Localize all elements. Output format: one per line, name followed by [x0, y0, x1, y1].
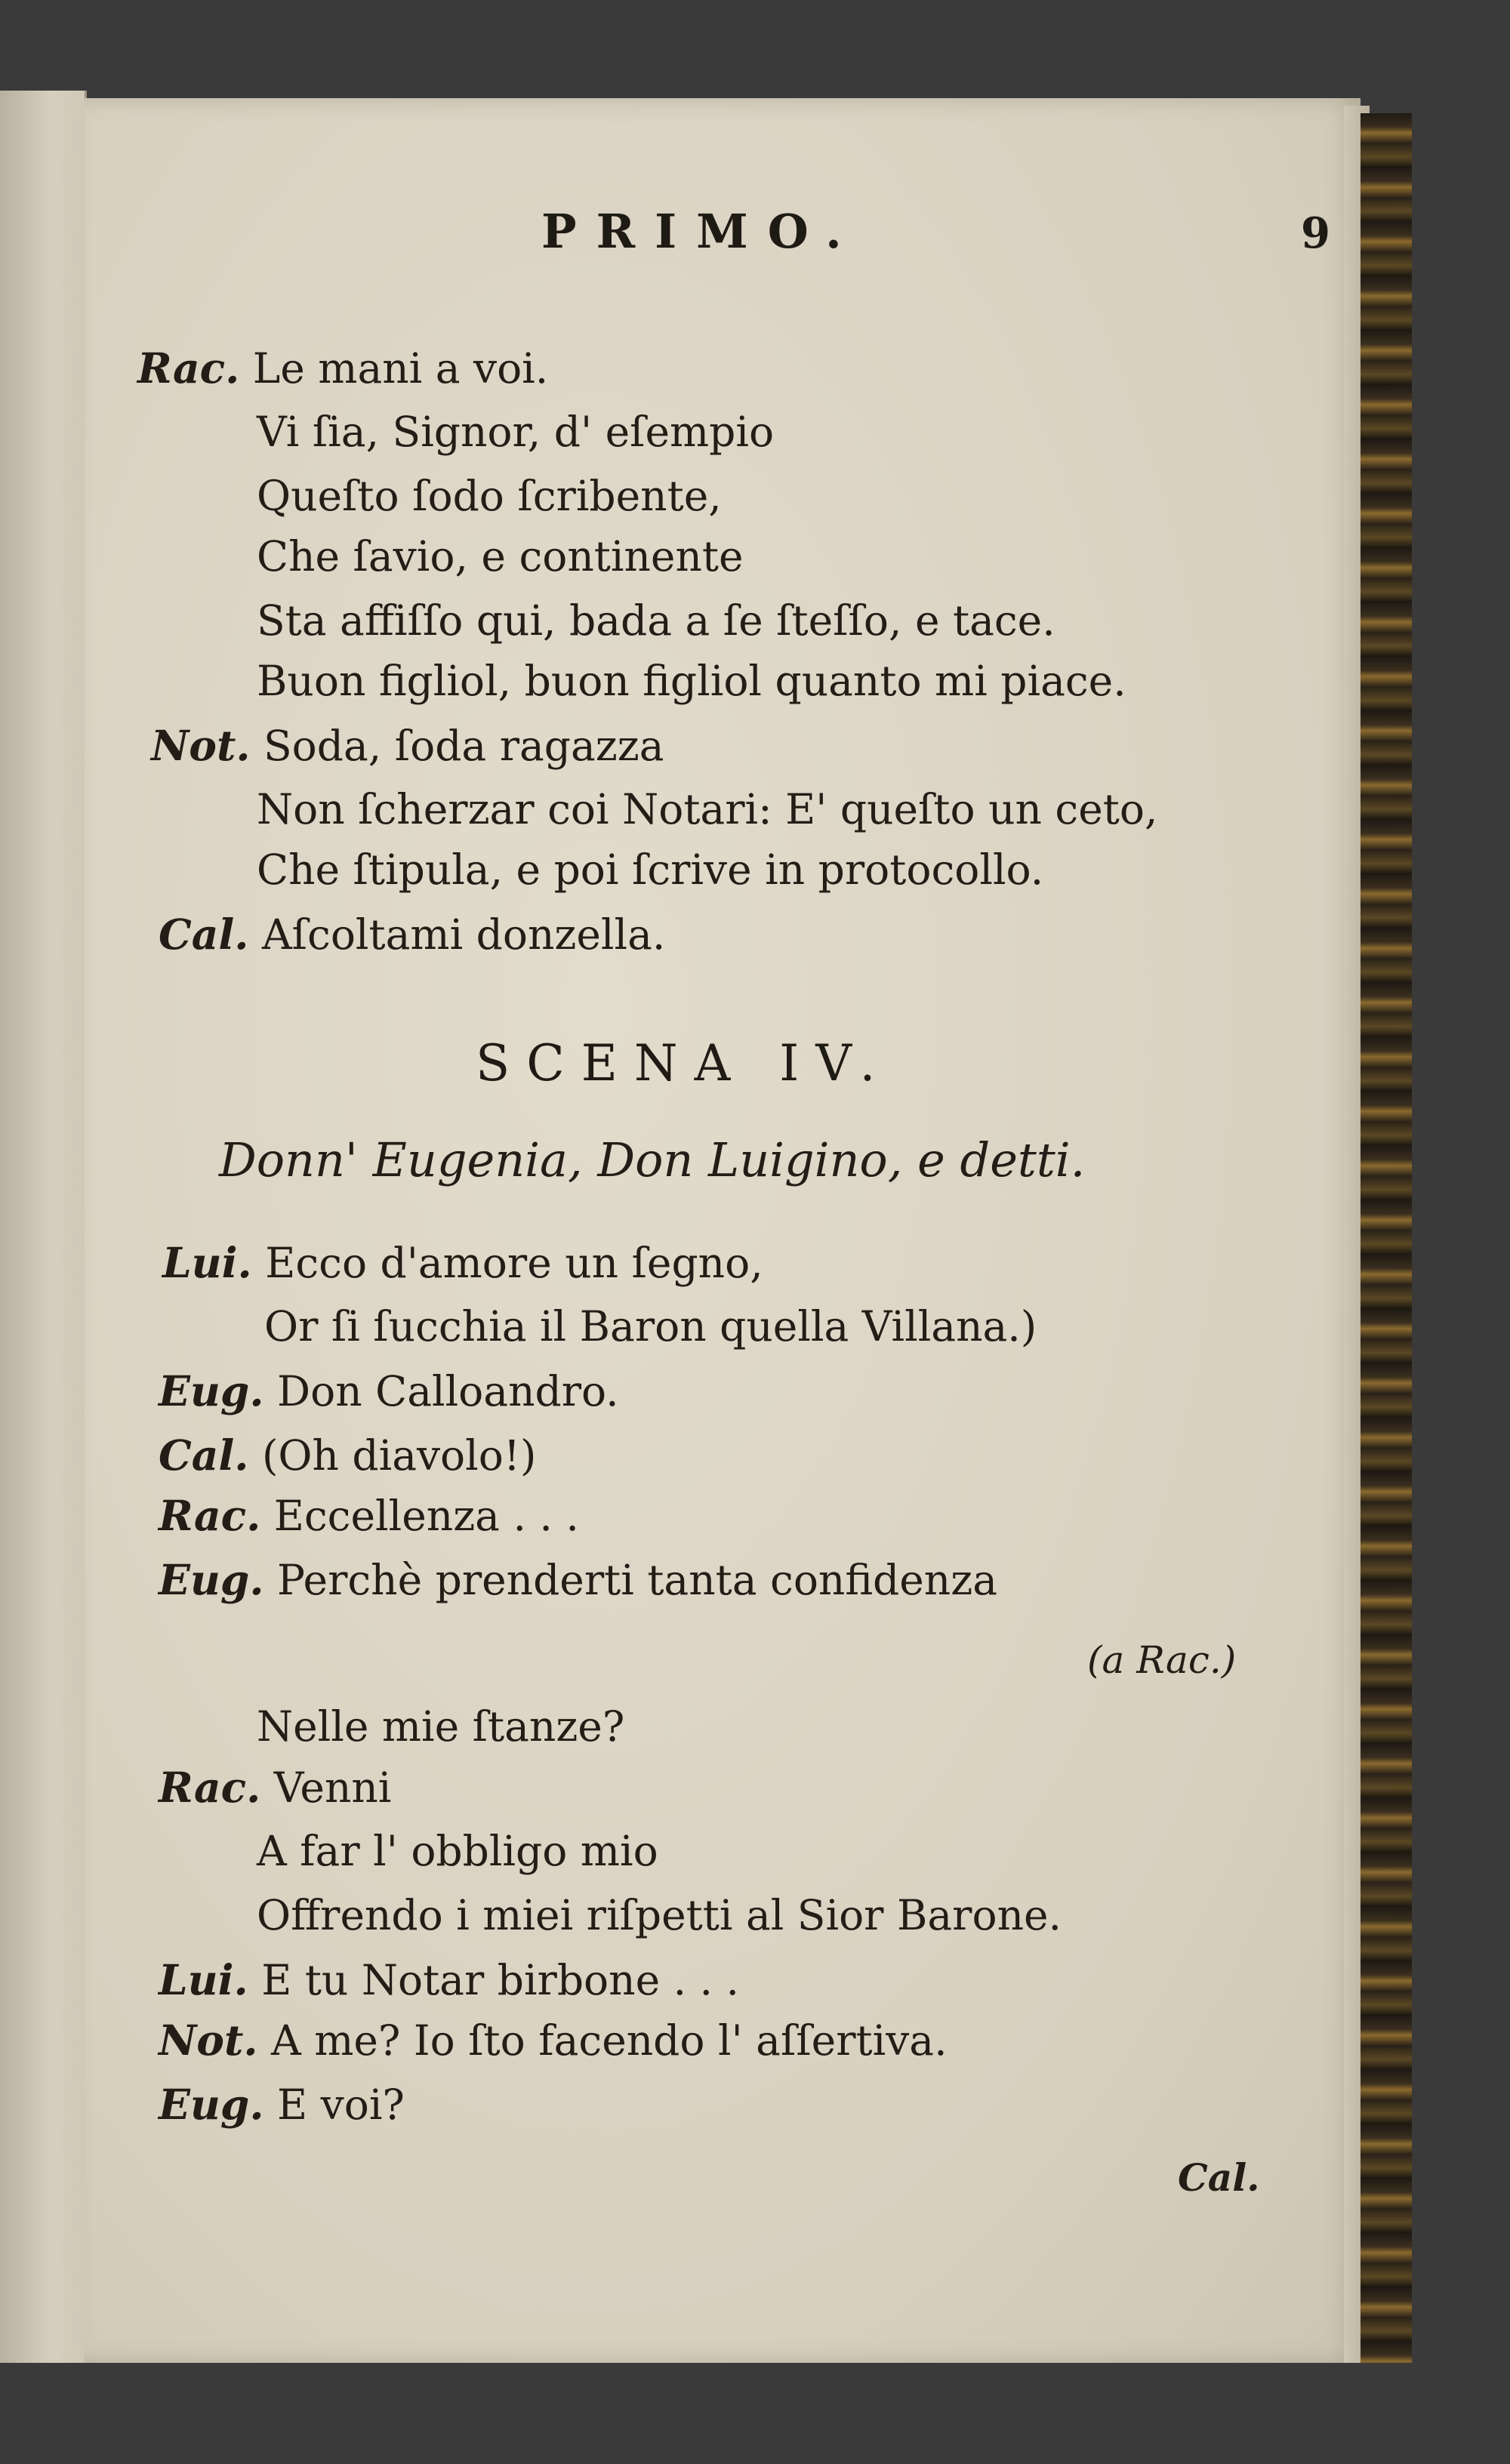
dialogue-line [257, 408, 774, 456]
speaker-label: Rac. [159, 1491, 261, 1540]
line-text: Soda, ſoda ragazza [263, 722, 664, 770]
speaker-label: Eug. [159, 1366, 264, 1415]
line-text: Queſto ſodo ſcribente, [257, 472, 722, 520]
dialogue-line [257, 1891, 1062, 1939]
speaker-label: Eug. [159, 2080, 264, 2129]
dialogue-line [257, 472, 722, 520]
line-text: Aſcoltami donzella. [261, 910, 666, 959]
line-text: A far l' obbligo mio [257, 1827, 658, 1875]
speaker-label: Rac. [137, 343, 240, 393]
dialogue-line [151, 721, 664, 770]
dialogue-line [257, 785, 1157, 833]
line-text: (Oh diavolo!) [261, 1431, 537, 1480]
stage-direction: (a Rac.) [1087, 1638, 1237, 1682]
line-text: Buon figliol, buon figliol quanto mi piace. [257, 657, 1126, 705]
line-text: Che ſavio, e continente [257, 532, 744, 581]
running-title: PRIMO. [541, 204, 861, 259]
page-header [85, 204, 1361, 264]
line-text: Don Calloandro. [277, 1367, 619, 1415]
dialogue-line [257, 1827, 658, 1875]
dialogue-line [159, 2080, 405, 2129]
speaker-label: Not. [151, 721, 251, 770]
line-text: Le mani a voi. [252, 344, 549, 393]
line-text: Vi ſia, Signor, d' eſempio [257, 408, 775, 456]
dialogue-line [159, 1366, 619, 1415]
speaker-label: Lui. [159, 1955, 248, 2004]
dialogue-line [159, 1555, 997, 1604]
line-text: E tu Notar birbone . . . [261, 1956, 740, 2004]
dialogue-line [257, 532, 744, 581]
speaker-label: Cal. [159, 910, 249, 959]
facing-page-edge [0, 91, 87, 2363]
speaker-label: Lui. [162, 1238, 252, 1287]
dialogue-line [257, 596, 1055, 645]
dialogue-line [159, 1431, 536, 1480]
speaker-label: Cal. [159, 1431, 249, 1480]
dialogue-line [159, 910, 665, 959]
line-text: Che ſtipula, e poi ſcrive in protocollo. [257, 845, 1044, 894]
scene-heading: SCENA IV. [476, 1034, 892, 1092]
cast-list: Donn' Eugenia, Don Luigino, e detti. [219, 1132, 1086, 1187]
line-text: Venni [273, 1763, 392, 1812]
book-cover-edge [1361, 113, 1412, 2363]
line-text: Or ſi ſucchia il Baron quella Villana.) [264, 1302, 1037, 1351]
dialogue-line [257, 845, 1043, 894]
dialogue-line [257, 1702, 624, 1751]
line-text: Perchè prenderti tanta confidenza [277, 1556, 997, 1604]
line-text: Non ſcherzar coi Notari: E' queſto un ceto, [257, 785, 1158, 833]
page-number: 9 [1301, 208, 1330, 258]
dialogue-line [159, 1955, 739, 2004]
line-text: A me? Io ſto facendo l' aſſertiva. [271, 2016, 948, 2065]
dialogue-line [159, 1491, 579, 1540]
dialogue-line [162, 1238, 763, 1287]
line-text: Eccellenza . . . [273, 1492, 579, 1540]
dialogue-line [137, 343, 548, 393]
speaker-label: Eug. [159, 1555, 264, 1604]
catchword: Cal. [1178, 2155, 1260, 2200]
line-text: Sta affiſſo qui, bada a ſe ſteſſo, e tace. [257, 596, 1055, 645]
speaker-label: Not. [159, 2016, 258, 2065]
line-text: Ecco d'amore un ſegno, [265, 1239, 763, 1287]
line-text: E voi? [277, 2081, 405, 2129]
dialogue-line [159, 2016, 948, 2065]
dialogue-line [264, 1302, 1037, 1351]
line-text: Nelle mie ſtanze? [257, 1702, 625, 1751]
dialogue-line [159, 1763, 391, 1812]
dialogue-line [257, 657, 1126, 705]
line-text: Offrendo i miei riſpetti al Sior Barone. [257, 1891, 1062, 1939]
speaker-label: Rac. [159, 1763, 261, 1812]
